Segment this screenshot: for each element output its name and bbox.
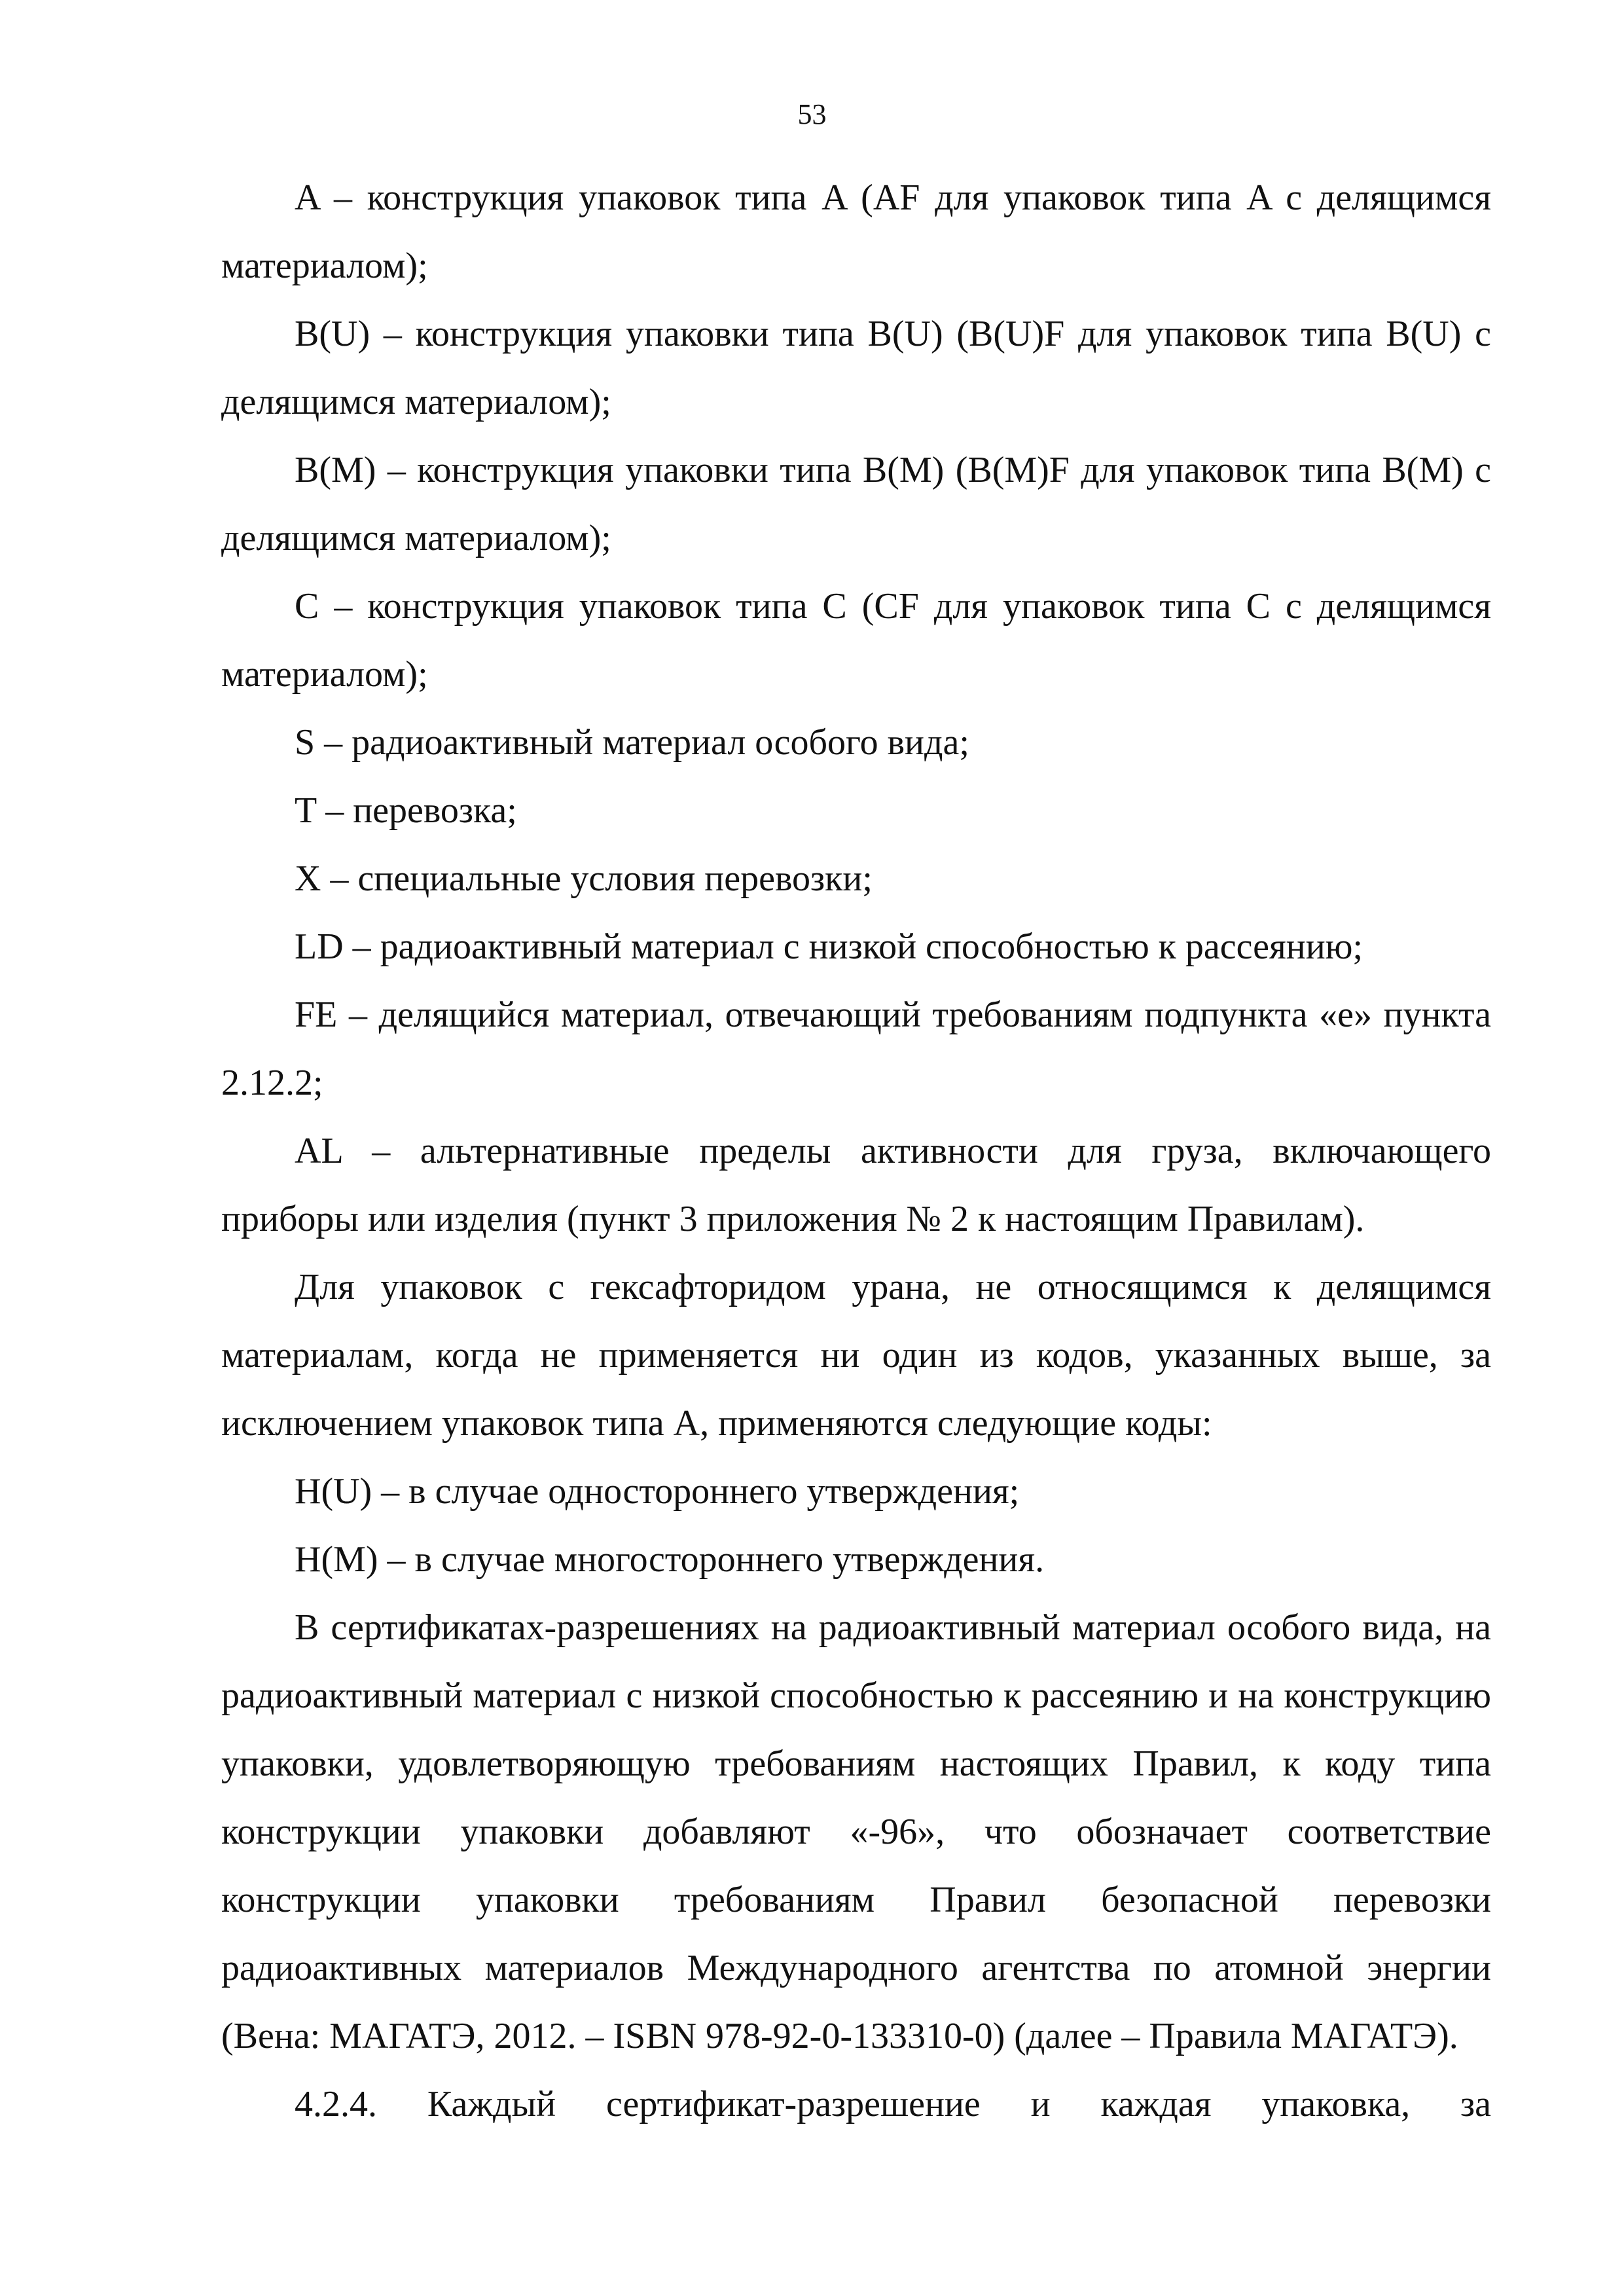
paragraph-code-t: T – перевозка; [295, 790, 517, 831]
paragraph-code-hu: H(U) – в случае одностороннего утверждения; [295, 1471, 1020, 1512]
paragraph-code-hm: H(M) – в случае многостороннего утверждения. [295, 1539, 1045, 1580]
paragraph-certificates-96: В сертификатах-разрешениях на радиоактивный материал особого вида, на радиоактивный материал с низкой способностью к рассеянию и на конструкцию упаковки, удовлетворяющую требованиям настоящих Правил, к коду типа конструкции упаковки добавляют «-96», что обозначает соответствие конструкции упаковки требованиям Правил безопасной перевозки радиоактивных материалов Международного агентства по атомной энергии (Вена: МАГАТЭ, 2012. – ISBN 978-92-0-133310-0) (далее – Правила МАГАТЭ). [221, 1607, 1491, 2056]
paragraph-code-bm: B(M) – конструкция упаковки типа B(M) (B(M)F для упаковок типа B(M) с делящимся материалом); [221, 450, 1491, 558]
paragraph-code-bu: B(U) – конструкция упаковки типа B(U) (B(U)F для упаковок типа B(U) с делящимся материалом); [221, 314, 1492, 422]
paragraph-code-s: S – радиоактивный материал особого вида; [295, 722, 969, 763]
paragraph-code-ld: LD – радиоактивный материал с низкой способностью к рассеянию; [295, 926, 1363, 967]
paragraph-code-x: X – специальные условия перевозки; [295, 858, 873, 899]
paragraph-section-4-2-4: 4.2.4. Каждый сертификат-разрешение и каждая упаковка, за [295, 2084, 1491, 2124]
page-number: 53 [797, 98, 827, 130]
paragraph-code-fe: FE – делящийся материал, отвечающий требованиям подпункта «е» пункта 2.12.2; [221, 994, 1491, 1103]
paragraph-code-a: A – конструкция упаковок типа A (AF для упаковок типа A с делящимся материалом); [221, 177, 1491, 286]
paragraph-code-al: AL – альтернативные пределы активности для груза, включающего приборы или изделия (пункт 3 приложения № 2 к настоящим Правилам). [221, 1131, 1491, 1239]
paragraph-code-c: C – конструкция упаковок типа C (CF для упаковок типа C с делящимся материалом); [221, 586, 1491, 695]
document-body [221, 164, 1491, 2138]
paragraph-uranium-hexafluoride: Для упаковок с гексафторидом урана, не относящимся к делящимся материалам, когда не применяется ни один из кодов, указанных выше, за исключением упаковок типа A, применяются следующие коды: [221, 1267, 1491, 1444]
